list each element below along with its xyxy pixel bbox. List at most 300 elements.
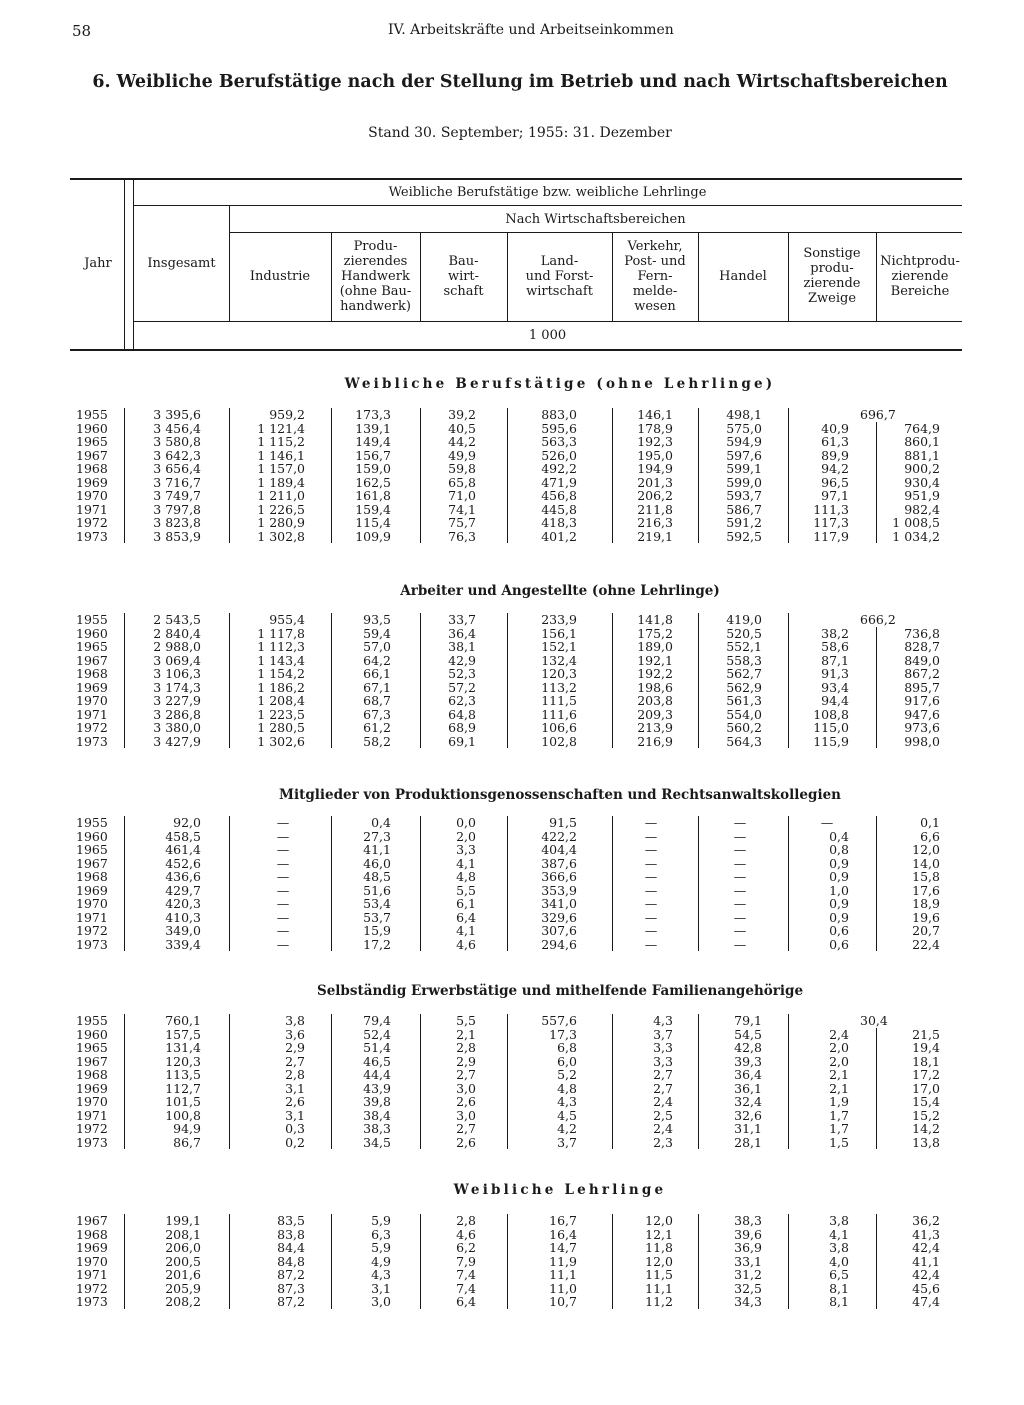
- year-cell: 1972: [76, 1280, 108, 1296]
- value-cell: 1 208,4: [257, 693, 305, 708]
- header-column-line: Post- und: [624, 253, 686, 269]
- section-title: Mitglieder von Produktionsgenossenschaften und Rechtsanwaltskollegien: [279, 787, 841, 803]
- value-cell: 64,2: [363, 652, 391, 668]
- year-cell: 1972: [76, 515, 108, 530]
- value-cell: 233,9: [541, 612, 577, 627]
- value-cell: 112,7: [165, 1080, 201, 1096]
- value-cell: 0,9: [829, 855, 849, 871]
- table-row: [0, 897, 1024, 910]
- value-cell: 593,7: [726, 488, 762, 503]
- value-cell: 3,1: [285, 1107, 305, 1123]
- value-cell: —: [733, 923, 747, 938]
- value-cell: 94,2: [821, 461, 849, 476]
- value-cell: 959,2: [269, 407, 305, 422]
- value-cell: 87,2: [277, 1294, 305, 1309]
- value-cell: 68,7: [363, 693, 391, 708]
- header-column: [612, 239, 698, 314]
- value-cell: 557,6: [541, 1013, 577, 1028]
- value-cell: 3,3: [456, 842, 476, 857]
- value-cell: 59,4: [363, 625, 391, 641]
- value-cell: 12,0: [645, 1213, 673, 1228]
- value-cell: 111,3: [813, 501, 849, 517]
- value-cell: 930,4: [904, 474, 940, 490]
- unit-rule: [133, 321, 962, 322]
- value-cell: 67,1: [363, 679, 391, 695]
- value-cell: —: [276, 842, 290, 857]
- value-cell: 65,8: [448, 474, 476, 490]
- value-cell: 307,6: [541, 923, 577, 938]
- value-cell: 58,6: [821, 639, 849, 654]
- value-cell: 141,8: [637, 612, 673, 627]
- value-cell: 1 302,8: [257, 528, 305, 544]
- value-cell: 2,8: [456, 1213, 476, 1228]
- value-cell: 452,6: [165, 855, 201, 871]
- value-cell: 0,9: [829, 869, 849, 884]
- table-row: [0, 1282, 1024, 1295]
- value-cell: 49,9: [448, 447, 476, 463]
- value-cell: 0,9: [829, 896, 849, 911]
- value-cell: 7,9: [456, 1253, 476, 1269]
- year-cell: 1970: [76, 896, 108, 911]
- value-cell: 42,4: [912, 1240, 940, 1255]
- year-cell: 1973: [76, 733, 108, 749]
- value-cell: 92,0: [173, 815, 201, 830]
- value-cell: 3 716,7: [153, 474, 201, 490]
- value-cell: 86,7: [173, 1134, 201, 1150]
- value-cell: 429,7: [165, 882, 201, 898]
- value-cell: 0,6: [829, 936, 849, 952]
- value-cell: 11,0: [549, 1280, 577, 1296]
- value-cell: 42,9: [448, 652, 476, 668]
- value-cell: 32,4: [734, 1094, 762, 1109]
- value-cell: 4,3: [653, 1013, 673, 1028]
- header-jahr: Jahr: [84, 256, 112, 271]
- value-cell: 38,4: [363, 1107, 391, 1123]
- value-cell: 117,9: [813, 528, 849, 544]
- value-cell: 419,0: [726, 612, 762, 627]
- value-cell: 3 395,6: [153, 407, 201, 422]
- header-column-line: Produ-: [353, 238, 398, 254]
- value-cell: 17,2: [912, 1067, 940, 1082]
- value-cell: 15,4: [912, 1094, 940, 1109]
- year-cell: 1969: [76, 1080, 108, 1096]
- header-column-line: zierende: [803, 276, 861, 291]
- header-column: [698, 269, 788, 284]
- table-row: [0, 1055, 1024, 1068]
- table-row: [0, 938, 1024, 951]
- value-cell: —: [276, 855, 290, 871]
- value-cell: 43,9: [363, 1080, 391, 1096]
- value-cell: 2,5: [653, 1107, 673, 1123]
- value-cell: 575,0: [726, 420, 762, 436]
- value-cell: 11,1: [645, 1280, 673, 1296]
- value-cell: 57,2: [448, 679, 476, 695]
- value-cell: 7,4: [456, 1280, 476, 1296]
- value-cell: 58,2: [363, 733, 391, 749]
- value-cell: 3 853,9: [153, 528, 201, 544]
- value-cell: 3,0: [456, 1107, 476, 1123]
- value-cell: 200,5: [165, 1253, 201, 1269]
- value-cell: 0,8: [829, 842, 849, 857]
- value-cell: 4,8: [456, 869, 476, 884]
- value-cell: 32,6: [734, 1107, 762, 1123]
- value-cell: 2,4: [653, 1094, 673, 1109]
- value-cell: 91,3: [821, 666, 849, 681]
- value-cell: 51,4: [363, 1040, 391, 1055]
- value-cell: 341,0: [541, 896, 577, 911]
- header-column: [420, 254, 507, 299]
- value-cell: 14,2: [912, 1121, 940, 1136]
- table-row: [0, 435, 1024, 448]
- value-cell: 6,4: [456, 909, 476, 925]
- value-cell: 42,4: [912, 1267, 940, 1282]
- value-cell: 216,3: [637, 515, 673, 530]
- value-cell: 736,8: [904, 625, 940, 641]
- value-cell: 594,9: [726, 434, 762, 449]
- value-cell: 132,4: [541, 652, 577, 668]
- value-cell: 5,5: [456, 882, 476, 898]
- value-cell: 39,2: [448, 407, 476, 422]
- value-cell: 3 797,8: [153, 501, 201, 517]
- value-cell: 6,1: [456, 896, 476, 911]
- value-cell: 31,1: [734, 1121, 762, 1136]
- year-cell: 1967: [76, 652, 108, 668]
- year-cell: 1955: [76, 1013, 108, 1028]
- value-cell: 3 823,8: [153, 515, 201, 530]
- value-cell: 1,5: [829, 1134, 849, 1150]
- header-group: Weibliche Berufstätige bzw. weibliche Lehrlinge: [388, 185, 707, 200]
- value-cell: 0,4: [371, 815, 391, 830]
- value-cell: 19,6: [912, 909, 940, 925]
- value-cell: 102,8: [541, 733, 577, 749]
- year-cell: 1969: [76, 882, 108, 898]
- header-column-line: wesen: [634, 298, 676, 314]
- value-cell: 11,2: [645, 1294, 673, 1309]
- value-cell: 5,9: [371, 1240, 391, 1255]
- header-column-line: wirt-: [447, 268, 480, 284]
- section-title: Selbständig Erwerbstätige und mithelfende Familienangehörige: [316, 983, 804, 999]
- value-cell: 947,6: [904, 706, 940, 722]
- value-cell: 195,0: [637, 447, 673, 463]
- year-cell: 1971: [76, 706, 108, 722]
- value-cell: 420,3: [165, 896, 201, 911]
- table-row: [0, 816, 1024, 829]
- value-cell: 492,2: [541, 461, 577, 476]
- value-cell: 0,1: [920, 815, 940, 830]
- value-cell: 18,1: [912, 1053, 940, 1069]
- year-cell: 1965: [76, 842, 108, 857]
- value-cell: 526,0: [541, 447, 577, 463]
- value-cell: 16,7: [549, 1213, 577, 1228]
- value-cell: 12,1: [645, 1226, 673, 1242]
- year-cell: 1967: [76, 855, 108, 871]
- value-cell: 41,1: [363, 842, 391, 857]
- value-cell: 69,1: [448, 733, 476, 749]
- value-cell: 84,8: [277, 1253, 305, 1269]
- value-cell: 2,7: [653, 1067, 673, 1082]
- value-cell: 3,1: [285, 1080, 305, 1096]
- header-column-line: Handwerk: [341, 268, 410, 284]
- value-cell: —: [276, 869, 290, 884]
- value-cell: 3 427,9: [153, 733, 201, 749]
- value-cell: 895,7: [904, 679, 940, 695]
- value-cell: 206,2: [637, 488, 673, 503]
- value-cell: 38,3: [734, 1213, 762, 1228]
- value-cell: 173,3: [355, 407, 391, 422]
- value-cell: 592,5: [726, 528, 762, 544]
- value-cell: 206,0: [165, 1240, 201, 1255]
- value-cell: 22,4: [912, 936, 940, 952]
- value-cell: 45,6: [912, 1280, 940, 1296]
- year-cell: 1969: [76, 1240, 108, 1255]
- value-cell: 159,0: [355, 461, 391, 476]
- value-cell: 3 749,7: [153, 488, 201, 503]
- year-cell: 1968: [76, 869, 108, 884]
- value-cell: 48,5: [363, 869, 391, 884]
- value-cell: 860,1: [904, 434, 940, 449]
- value-cell: 0,4: [829, 828, 849, 844]
- value-cell: 760,1: [165, 1013, 201, 1028]
- section-title: Weibliche Berufstätige (ohne Lehrlinge): [344, 376, 776, 392]
- table-row: [0, 449, 1024, 462]
- value-cell: 17,3: [549, 1026, 577, 1042]
- year-cell: 1971: [76, 1107, 108, 1123]
- value-cell: 66,1: [363, 666, 391, 681]
- value-cell: 1 112,3: [257, 639, 305, 654]
- value-cell: 2,1: [456, 1026, 476, 1042]
- value-cell: 6,4: [456, 1294, 476, 1309]
- value-cell: 973,6: [904, 720, 940, 735]
- value-cell: 3 642,3: [153, 447, 201, 463]
- header-column-line: Land-: [540, 253, 579, 269]
- value-cell: 3,8: [829, 1213, 849, 1228]
- table-row: [0, 681, 1024, 694]
- table-row: [0, 857, 1024, 870]
- table-row: [0, 870, 1024, 883]
- value-cell: —: [276, 882, 290, 898]
- value-cell: 51,6: [363, 882, 391, 898]
- value-cell: 3 580,8: [153, 434, 201, 449]
- year-cell: 1967: [76, 1053, 108, 1069]
- value-cell: 11,1: [549, 1267, 577, 1282]
- value-cell: 194,9: [637, 461, 673, 476]
- value-cell: 3,3: [653, 1053, 673, 1069]
- value-cell: 3,7: [557, 1134, 577, 1150]
- year-cell: 1968: [76, 1226, 108, 1242]
- value-cell: 339,4: [165, 936, 201, 952]
- header-column-line: Zweige: [807, 291, 857, 306]
- value-cell: 93,4: [821, 679, 849, 695]
- value-cell: 33,1: [734, 1253, 762, 1269]
- value-cell: 14,7: [549, 1240, 577, 1255]
- value-cell: 76,3: [448, 528, 476, 544]
- value-cell: 1 121,4: [257, 420, 305, 436]
- value-cell: 1 189,4: [257, 474, 305, 490]
- value-cell: 21,5: [912, 1026, 940, 1042]
- value-cell: 562,7: [726, 666, 762, 681]
- year-cell: 1965: [76, 1040, 108, 1055]
- value-cell: 3 227,9: [153, 693, 201, 708]
- value-cell: 79,4: [363, 1013, 391, 1028]
- section-title: Weibliche Lehrlinge: [453, 1182, 667, 1198]
- value-cell: 564,3: [726, 733, 762, 749]
- value-cell: —: [644, 842, 658, 857]
- value-cell: 79,1: [734, 1013, 762, 1028]
- value-cell: —: [276, 923, 290, 938]
- table-row: [0, 1109, 1024, 1122]
- value-cell: 159,4: [355, 501, 391, 517]
- value-cell: 74,1: [448, 501, 476, 517]
- value-cell: 87,1: [821, 652, 849, 668]
- value-cell: —: [276, 815, 290, 830]
- value-cell: 17,6: [912, 882, 940, 898]
- value-cell: 1 115,2: [257, 434, 305, 449]
- value-cell: —: [276, 896, 290, 911]
- value-cell: —: [733, 869, 747, 884]
- value-cell: 1 223,5: [257, 706, 305, 722]
- table-row: [0, 627, 1024, 640]
- value-cell: —: [733, 828, 747, 844]
- value-cell: 146,1: [637, 407, 673, 422]
- value-cell: 2,3: [653, 1134, 673, 1150]
- value-cell: 46,0: [363, 855, 391, 871]
- value-cell: —: [644, 815, 658, 830]
- value-cell: 3,7: [653, 1026, 673, 1042]
- header-column-line: schaft: [443, 283, 484, 299]
- table-row: [0, 1241, 1024, 1254]
- value-cell: 11,9: [549, 1253, 577, 1269]
- value-cell: 599,1: [726, 461, 762, 476]
- year-cell: 1965: [76, 434, 108, 449]
- value-cell: 16,4: [549, 1226, 577, 1242]
- group-rule: [133, 205, 962, 206]
- value-cell: 87,2: [277, 1267, 305, 1282]
- year-cell: 1955: [76, 612, 108, 627]
- value-cell: 28,1: [734, 1134, 762, 1150]
- value-cell: 0,9: [829, 909, 849, 925]
- value-cell: 52,4: [363, 1026, 391, 1042]
- value-cell: 1 226,5: [257, 501, 305, 517]
- year-cell: 1972: [76, 923, 108, 938]
- value-cell: 54,5: [734, 1026, 762, 1042]
- page-number: 58: [72, 22, 92, 40]
- value-cell: 1,0: [829, 882, 849, 898]
- header-top-rule: [70, 178, 962, 180]
- header-column-line: wirtschaft: [526, 283, 593, 299]
- value-cell: 4,6: [456, 1226, 476, 1242]
- table-row: [0, 654, 1024, 667]
- value-cell: 192,3: [637, 434, 673, 449]
- value-cell: 1 146,1: [257, 447, 305, 463]
- value-cell: 1,9: [829, 1094, 849, 1109]
- year-cell: 1970: [76, 488, 108, 503]
- value-cell: 552,1: [726, 639, 762, 654]
- value-cell: 53,4: [363, 896, 391, 911]
- value-cell: 15,2: [912, 1107, 940, 1123]
- table-row: [0, 667, 1024, 680]
- value-cell: 563,3: [541, 434, 577, 449]
- year-cell: 1967: [76, 447, 108, 463]
- value-cell: 560,2: [726, 720, 762, 735]
- value-cell: 201,6: [165, 1267, 201, 1282]
- value-cell: 0,2: [285, 1134, 305, 1150]
- value-cell: 6,3: [371, 1226, 391, 1242]
- merged-value-cell: 696,7: [860, 407, 896, 422]
- value-cell: 998,0: [904, 733, 940, 749]
- year-cell: 1973: [76, 936, 108, 952]
- value-cell: 97,1: [821, 488, 849, 503]
- value-cell: 12,0: [645, 1253, 673, 1269]
- value-cell: 89,9: [821, 447, 849, 463]
- value-cell: 849,0: [904, 652, 940, 668]
- table-row: [0, 408, 1024, 421]
- value-cell: —: [644, 909, 658, 925]
- header-column: [788, 246, 876, 306]
- table-row: [0, 1295, 1024, 1308]
- header-column-line: Verkehr,: [627, 238, 683, 254]
- value-cell: 404,4: [541, 842, 577, 857]
- header-column: [507, 254, 612, 299]
- value-cell: 3,0: [371, 1294, 391, 1309]
- header-insgesamt: Insgesamt: [147, 256, 216, 271]
- subgroup-rule: [229, 232, 962, 233]
- value-cell: 113,5: [165, 1067, 201, 1082]
- value-cell: 117,3: [813, 515, 849, 530]
- value-cell: 599,0: [726, 474, 762, 490]
- table-row: [0, 924, 1024, 937]
- table-subtitle: Stand 30. September; 1955: 31. Dezember: [368, 125, 672, 141]
- value-cell: 4,1: [456, 855, 476, 871]
- value-cell: 42,8: [734, 1040, 762, 1055]
- value-cell: 294,6: [541, 936, 577, 952]
- value-cell: 10,7: [549, 1294, 577, 1309]
- table-row: [0, 1136, 1024, 1149]
- table-row: [0, 503, 1024, 516]
- value-cell: 68,9: [448, 720, 476, 735]
- header-column-line: Fern-: [637, 268, 673, 284]
- table-row: [0, 1255, 1024, 1268]
- value-cell: 0,6: [829, 923, 849, 938]
- header-column: [229, 269, 331, 284]
- value-cell: 3 380,0: [153, 720, 201, 735]
- value-cell: 39,6: [734, 1226, 762, 1242]
- value-cell: 410,3: [165, 909, 201, 925]
- table-row: [0, 489, 1024, 502]
- value-cell: 4,5: [557, 1107, 577, 1123]
- value-cell: 39,3: [734, 1053, 762, 1069]
- year-cell: 1973: [76, 528, 108, 544]
- value-cell: 329,6: [541, 909, 577, 925]
- table-row: [0, 721, 1024, 734]
- merged-value-cell: 30,4: [860, 1013, 888, 1028]
- value-cell: 418,3: [541, 515, 577, 530]
- value-cell: 2,7: [456, 1067, 476, 1082]
- value-cell: 0,0: [456, 815, 476, 830]
- value-cell: 1 117,8: [257, 625, 305, 641]
- value-cell: 199,1: [165, 1213, 201, 1228]
- value-cell: 71,0: [448, 488, 476, 503]
- header-column-line: Sonstige: [803, 246, 861, 261]
- value-cell: 115,9: [813, 733, 849, 749]
- value-cell: 149,4: [355, 434, 391, 449]
- value-cell: 2,7: [285, 1053, 305, 1069]
- value-cell: 83,8: [277, 1226, 305, 1242]
- value-cell: 900,2: [904, 461, 940, 476]
- value-cell: 12,0: [912, 842, 940, 857]
- value-cell: 87,3: [277, 1280, 305, 1296]
- value-cell: —: [276, 828, 290, 844]
- value-cell: 4,2: [557, 1121, 577, 1136]
